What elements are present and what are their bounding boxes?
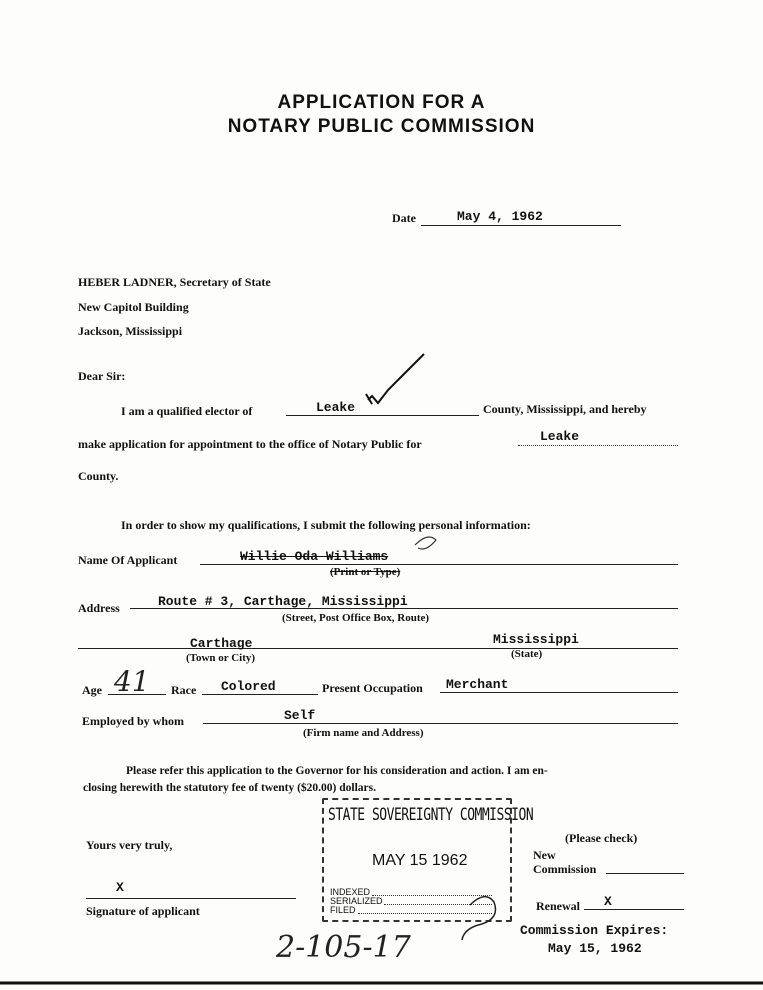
stamp-serialized: SERIALIZED	[330, 896, 383, 906]
yours-truly: Yours very truly,	[86, 838, 173, 852]
town-caption: (Town or City)	[186, 652, 256, 664]
addressee-building: New Capitol Building	[78, 300, 189, 314]
state-value: Mississippi	[493, 632, 579, 647]
name-label: Name Of Applicant	[78, 553, 178, 567]
county-value-2: Leake	[540, 429, 580, 444]
name-caption: (Print or Type)	[330, 566, 401, 578]
new-label-2: Commission	[533, 862, 597, 876]
age-value: 41	[114, 665, 150, 698]
date-value: May 4, 1962	[457, 209, 543, 224]
town-value: Carthage	[190, 636, 253, 651]
para1-part1: I am a qualified elector of	[121, 404, 253, 418]
age-label: Age	[82, 683, 102, 697]
file-number: 2-105-17	[276, 930, 411, 965]
date-label: Date	[392, 211, 416, 225]
occupation-label: Present Occupation	[322, 681, 423, 695]
address-label: Address	[78, 601, 120, 615]
stamp-indexed: INDEXED	[330, 887, 371, 897]
race-label: Race	[171, 683, 197, 697]
addressee-city: Jackson, Mississippi	[78, 324, 183, 338]
intro-text: In order to show my qualifications, I submit the following personal information:	[121, 518, 531, 532]
signature-label: Signature of applicant	[86, 904, 200, 918]
stamp-title: STATE SOVEREIGNTY COMMISSION	[328, 805, 534, 826]
renewal-mark: X	[604, 894, 612, 909]
employer-label: Employed by whom	[82, 714, 185, 728]
race-value: Colored	[221, 679, 276, 694]
name-value: Willie Oda Williams	[240, 549, 389, 564]
title-line-2: NOTARY PUBLIC COMMISSION	[227, 116, 536, 137]
expiry-value: May 15, 1962	[548, 941, 642, 956]
check-header: (Please check)	[565, 831, 638, 845]
occupation-value: Merchant	[446, 677, 509, 692]
stamp-filed: FILED	[330, 905, 356, 915]
address-caption: (Street, Post Office Box, Route)	[282, 612, 430, 624]
para1-part3: make application for appointment to the office of Notary Public for	[78, 437, 422, 451]
closing-line-2: closing herewith the statutory fee of twenty ($20.00) dollars.	[83, 782, 376, 794]
closing-line-1: Please refer this application to the Governor for his consideration and action. I am en-	[126, 765, 548, 777]
employer-value: Self	[284, 708, 316, 723]
para1-part4: County.	[78, 469, 119, 483]
expiry-label: Commission Expires:	[520, 923, 669, 938]
signature-mark: X	[116, 880, 124, 895]
stamp-date: MAY 15 1962	[372, 852, 468, 869]
salutation: Dear Sir:	[78, 369, 126, 383]
new-label-1: New	[533, 848, 556, 862]
renewal-label: Renewal	[536, 899, 580, 913]
addressee-name: HEBER LADNER, Secretary of State	[78, 275, 271, 289]
address-value: Route # 3, Carthage, Mississippi	[158, 594, 408, 609]
employer-caption: (Firm name and Address)	[303, 727, 424, 739]
title-line-1: APPLICATION FOR A	[277, 92, 486, 113]
state-caption: (State)	[511, 648, 543, 660]
county-value-1: Leake	[316, 400, 356, 415]
para1-part2: County, Mississippi, and hereby	[483, 402, 647, 416]
